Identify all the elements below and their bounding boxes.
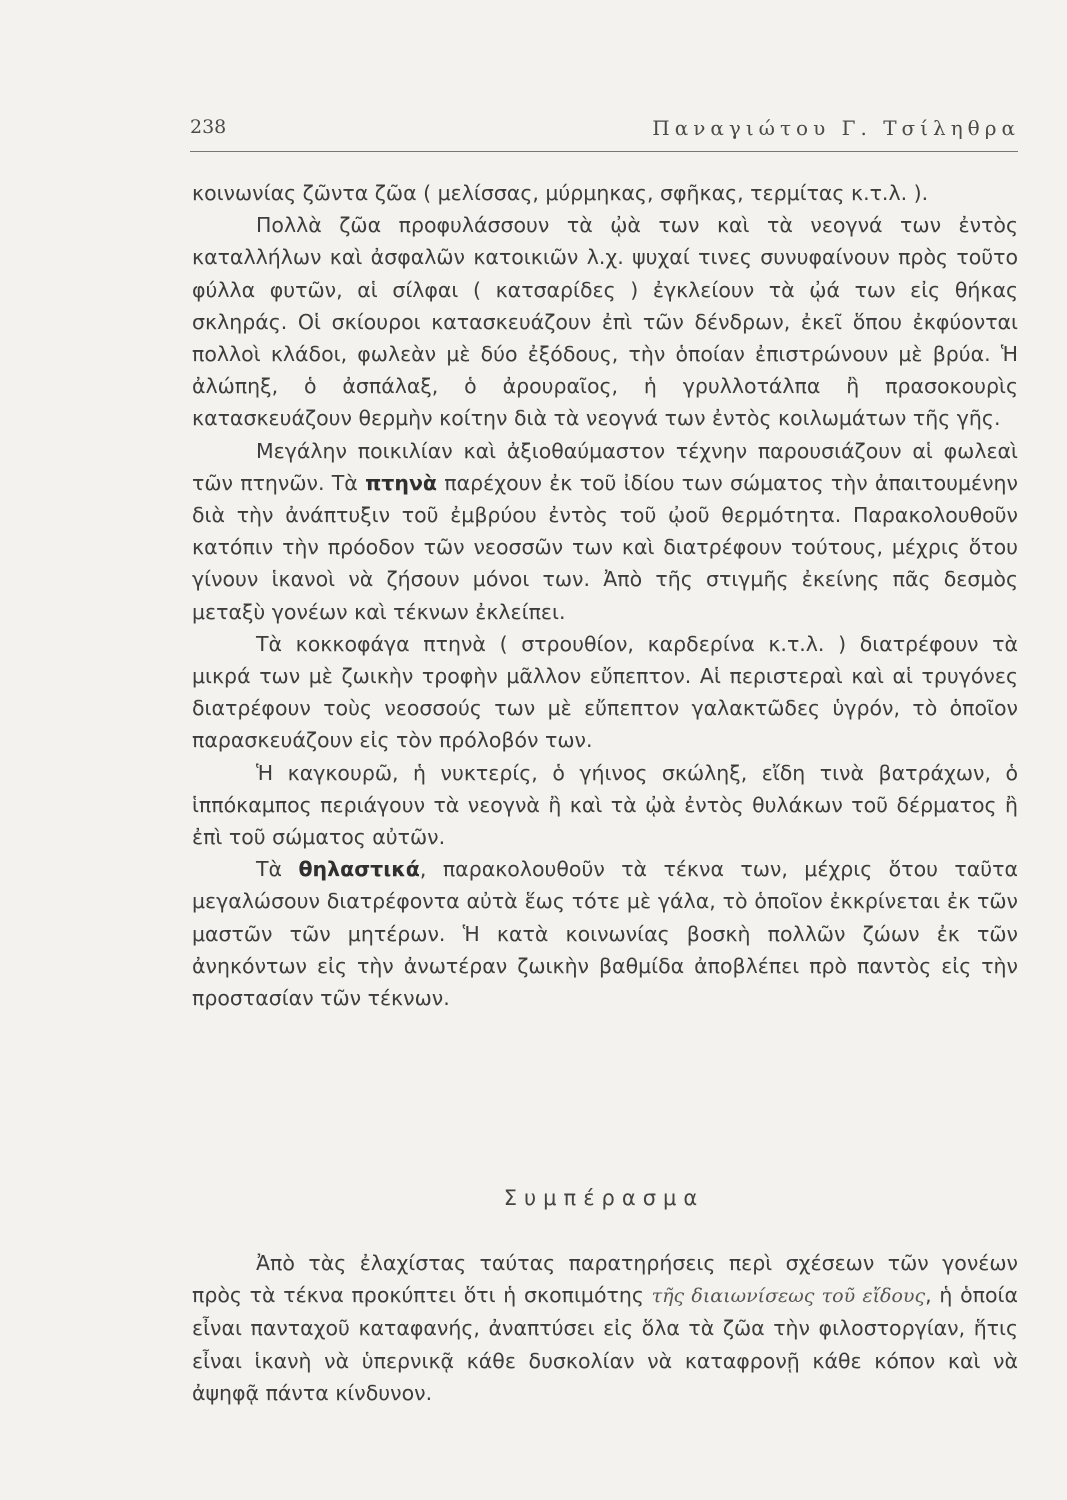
italic-phrase: τῆς διαιωνίσεως τοῦ εἴδους	[651, 1285, 926, 1308]
paragraph-continuation: κοινωνίας ζῶντα ζῶα ( μελίσσας, μύρμηκας, σφῆκας, τερμίτας κ.τ.λ. ).	[192, 181, 929, 205]
text-span: Τὰ	[256, 857, 299, 882]
paragraph-pouches: Ἡ καγκουρῶ, ἡ νυκτερίς, ὁ γήινος σκώληξ, εἴδη τινὰ βατράχων, ὁ ἱππόκαμπος περιάγουν τὰ νεογνὰ ἢ καὶ τὰ ᾠὰ ἐντὸς θυλάκων τοῦ δέρματος ἢ ἐπὶ τοῦ σώματος αὐτῶν.	[192, 760, 1018, 850]
text-span: , παρακολουθοῦν τὰ τέκνα των, μέχρις ὅτου ταῦτα μεγαλώσουν διατρέφοντα αὐτὰ ἕως τότε μὲ γάλα, τὸ ὁποῖον ἐκκρίνεται ἐκ τῶν μαστῶν τῶν μητέρων. Ἡ κατὰ κοινωνίας βοσκὴ πολλῶν ζώων ἐκ τῶν ἀνηκόντων εἰς τὴν ἀνωτέραν ζωικὴν βαθμίδα ἀποβλέπει πρὸ παντὸς εἰς τὴν προστασίαν τῶν τέκνων.	[192, 857, 1018, 1011]
paragraph-mammals	[192, 853, 1018, 1014]
bold-term-mammals: θηλαστικά	[298, 857, 420, 882]
page-number: 238	[190, 116, 227, 138]
paragraph-shelters: Πολλὰ ζῶα προφυλάσσουν τὰ ᾠὰ των καὶ τὰ νεογνά των ἐντὸς καταλλήλων καὶ ἀσφαλῶν κατοικιῶν λ.χ. ψυχαί τινες συνυφαίνουν πρὸς τοῦτο φύλλα φυτῶν, αἱ σίλφαι ( κατσαρίδες ) ἐγκλείουν τὰ ᾠά των εἰς θήκας σκληράς. Οἱ σκίουροι κατασκευάζουν ἐπὶ τῶν δένδρων, ἐκεῖ ὅπου ἐκφύονται πολλοὶ κλάδοι, φωλεὰν μὲ δύο ἐξόδους, τὴν ὁποίαν ἐπιστρώνουν μὲ βρύα. Ἡ ἀλώπηξ, ὁ ἀσπάλαξ, ὁ ἀρουραῖος, ἡ γρυλλοτάλπα ἢ πρασοκουρὶς κατασκευάζουν θερμὴν κοίτην διὰ τὰ νεογνά των ἐντὸς κοιλωμάτων τῆς γῆς.	[192, 213, 1018, 431]
bold-term-birds: πτηνὰ	[365, 470, 438, 495]
text-span: παρέχουν ἐκ τοῦ ἰδίου των σώματος τὴν ἀπαιτουμένην διὰ τὴν ἀνάπτυξιν τοῦ ἐμβρύου ἐντὸς τοῦ ᾠοῦ θερμότητα. Παρακολουθοῦν κατόπιν τὴν πρόοδον τῶν νεοσσῶν των καὶ διατρέφουν τούτους, μέχρις ὅτου γίνουν ἱκανοὶ νὰ ζήσουν μόνοι των. Ἀπὸ τῆς στιγμῆς ἐκείνης πᾶς δεσμὸς μεταξὺ γονέων καὶ τέκνων ἐκλείπει.	[192, 470, 1019, 624]
text-span: , ἡ ὁποία εἶναι πανταχοῦ καταφανής, ἀναπτύσει εἰς ὅλα τὰ ζῶα τὴν φιλοστοργίαν, ἥτις εἶναι ἱκανὴ νὰ ὑπερνικᾷ κάθε δυσκολίαν νὰ καταφρονῇ κάθε κόπον καὶ νὰ ἀψηφᾷ πάντα κίνδυνον.	[192, 1283, 1018, 1405]
conclusion-text	[192, 1247, 1018, 1409]
text-span: Μεγάλην ποικιλίαν καὶ ἀξιοθαύμαστον τέχνην παρουσιάζουν αἱ φωλεαὶ τῶν πτηνῶν. Τὰ	[192, 438, 1018, 495]
header-rule	[190, 151, 1018, 152]
running-head-author: Παναγιώτου Γ. Τσίληθρα	[652, 116, 1020, 140]
main-text	[192, 177, 1018, 1014]
paragraph-granivores: Τὰ κοκκοφάγα πτηνὰ ( στρουθίον, καρδερίνα κ.τ.λ. ) διατρέφουν τὰ μικρά των μὲ ζωικὴν τροφὴν μᾶλλον εὔπεπτον. Αἱ περιστεραὶ καὶ αἱ τρυγόνες διατρέφουν τοὺς νεοσσούς των μὲ εὔπεπτον γαλακτῶδες ὑγρόν, τὸ ὁποῖον παρασκευάζουν εἰς τὸν πρόλοβόν των.	[192, 631, 1018, 753]
paragraph-conclusion	[192, 1247, 1018, 1409]
section-heading: Συμπέρασμα	[503, 1186, 705, 1210]
paragraph-birds	[192, 435, 1018, 628]
text-span: Ἀπὸ τὰς ἐλαχίστας ταύτας παρατηρήσεις περὶ σχέσεων τῶν γονέων πρὸς τὰ τέκνα προκύπτει ὅτι ἡ σκοπιμότης	[192, 1251, 1018, 1308]
running-head	[190, 116, 1020, 144]
